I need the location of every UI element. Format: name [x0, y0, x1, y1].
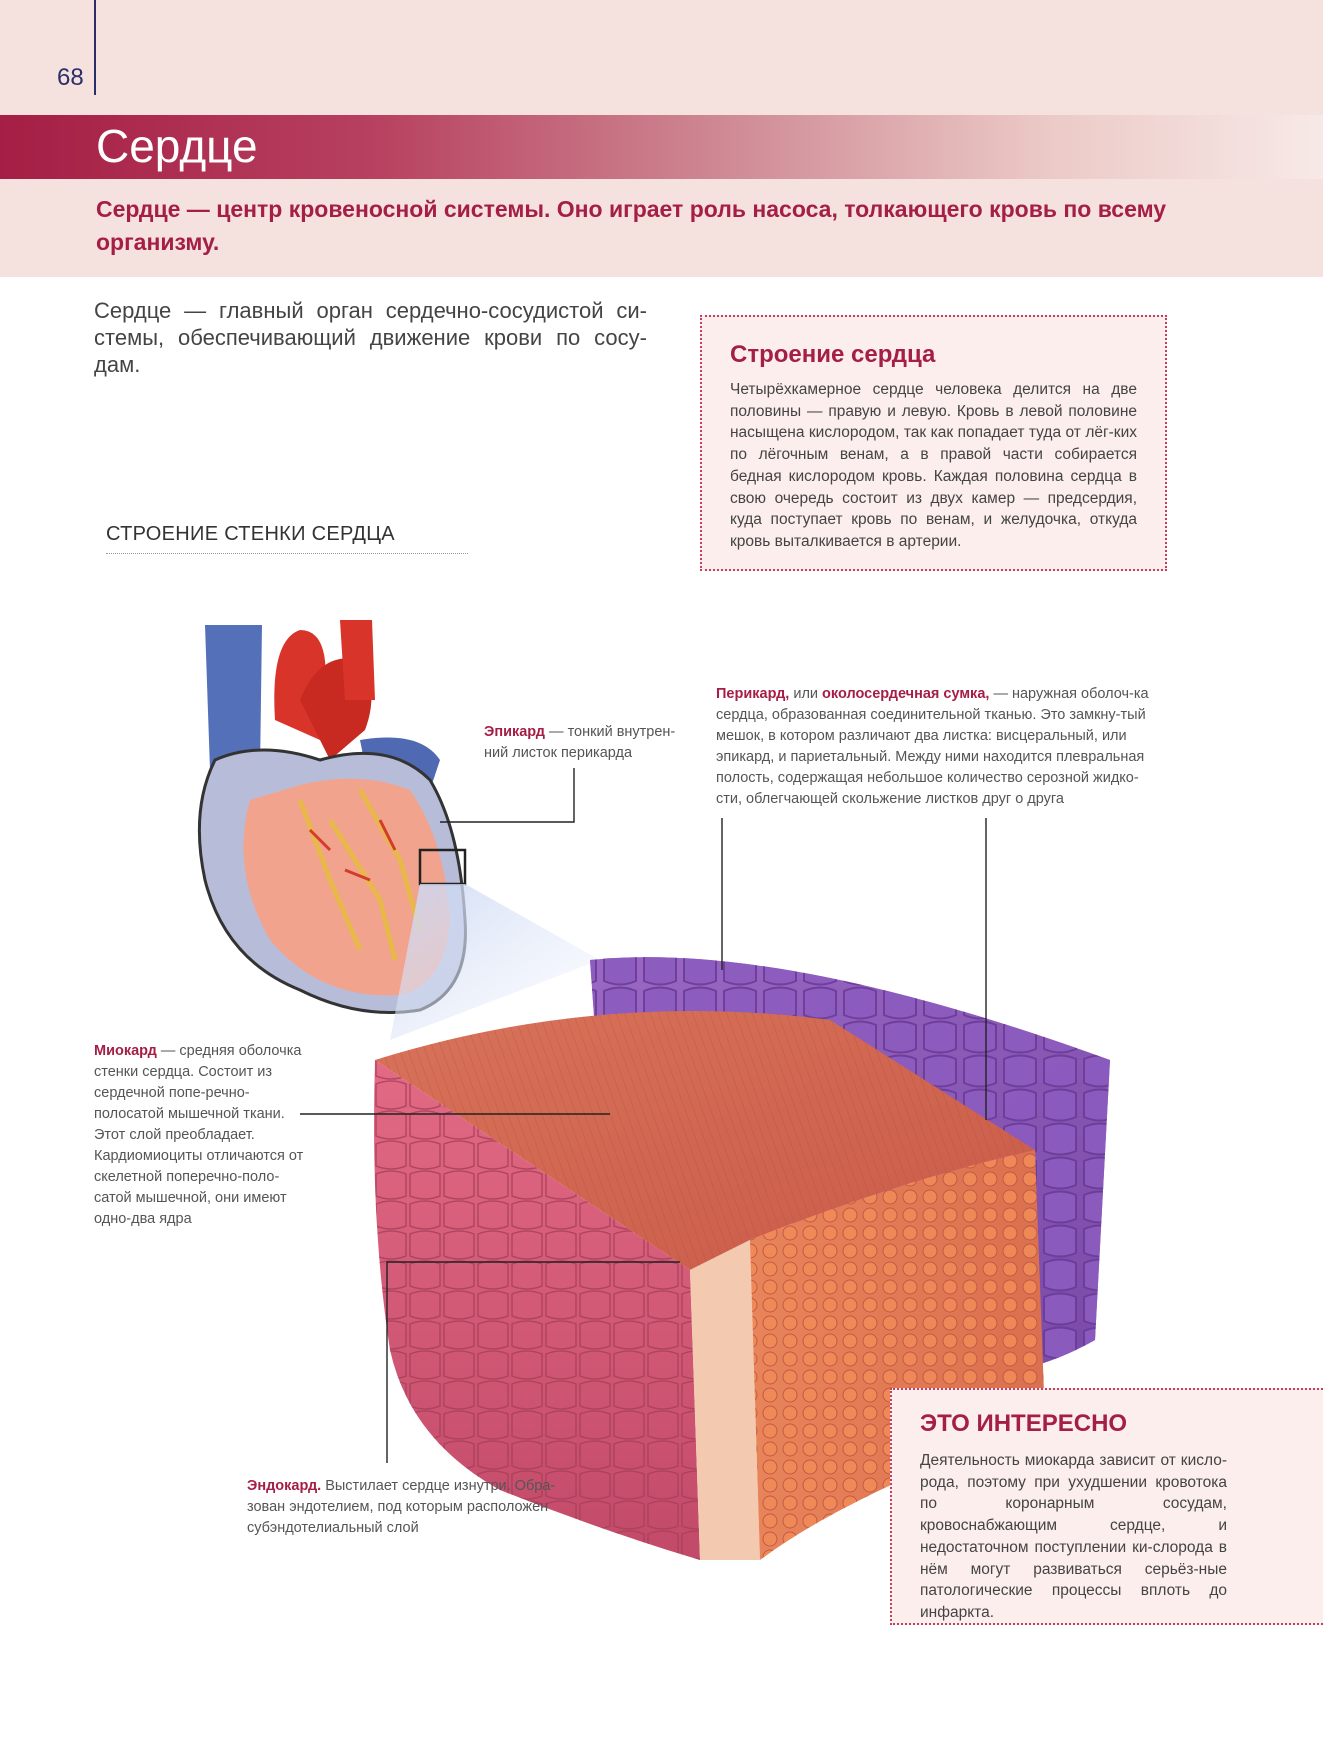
pericard-mid: или	[789, 686, 823, 702]
page-number: 68	[57, 64, 84, 91]
section-label: СТРОЕНИЕ СТЕНКИ СЕРДЦА	[106, 523, 395, 545]
interesting-box	[890, 1388, 1323, 1625]
epicard-text: — тонкий внутрен-ний листок перикарда	[484, 724, 676, 761]
structure-box-text: Четырёхкамерное сердце человека делится на две половины — правую и левую. Кровь в левой половине насыщена кислородом, так как попадает туда от лёг-ких по лёгочным венам, а в правой части собирается бедная кислородом кровь. Каждая половина сердца в свою очередь состоит из двух камер — предсердия, куда поступает кровь по венам, и желудочка, откуда кровь выталкивается в артерии.	[730, 381, 1137, 550]
myocard-annotation	[94, 1041, 312, 1230]
intro-paragraph: Сердце — главный орган сердечно-сосудистой си-стемы, обеспечивающий движение крови по сосу-дам.	[94, 298, 647, 377]
epicard-leader	[440, 768, 574, 822]
page-title: Сердце	[96, 120, 258, 172]
structure-box-title: Строение сердца	[730, 341, 936, 368]
myocard-text: — средняя оболочка стенки сердца. Состоит из сердечной попе-речно-полосатой мышечной ткани. Этот слой преобладает. Кардиомиоциты отличаются от скелетной поперечно-поло-сатой мышечной, они имеют одно-два ядра	[94, 1043, 304, 1227]
zoom-beam	[390, 884, 600, 1040]
pericard-term: Перикард,	[716, 686, 790, 702]
lead-text: Сердце — центр кровеносной системы. Оно играет роль насоса, толкающего кровь по всему организму.	[96, 196, 1167, 255]
pericard-term-alt: околосердечная сумка,	[822, 686, 990, 702]
myocard-term: Миокард	[94, 1043, 157, 1059]
pericard-annotation	[716, 684, 1164, 810]
interesting-box-text: Деятельность миокарда зависит от кисло-рода, поэтому при ухудшении кровотока по коронарным сосудам, кровоснабжающим сердце, и недостаточном поступлении ки-слорода в нём могут развиваться серьёз-ные патологические процессы вплоть до инфаркта.	[920, 1452, 1227, 1621]
interesting-box-title: ЭТО ИНТЕРЕСНО	[920, 1410, 1128, 1437]
endocard-text: Выстилает сердце изнутри. Обра-зован эндотелием, под которым расположен субэндотелиальный слой	[247, 1478, 556, 1536]
endocard-term: Эндокард.	[247, 1478, 322, 1494]
epicard-term: Эпикард	[484, 724, 546, 740]
pericard-text: — наружная оболоч-ка сердца, образованная соединительной тканью. Это замкну-тый мешок, в котором различают два листка: висцеральный, или эпикард, и париетальный. Между ними находится плевральная полость, содержащая небольшое количество серозной жидко-сти, облегчающей скольжение листков друг о друга	[716, 686, 1149, 807]
endocard-annotation	[247, 1476, 577, 1539]
epicard-annotation	[484, 722, 689, 764]
